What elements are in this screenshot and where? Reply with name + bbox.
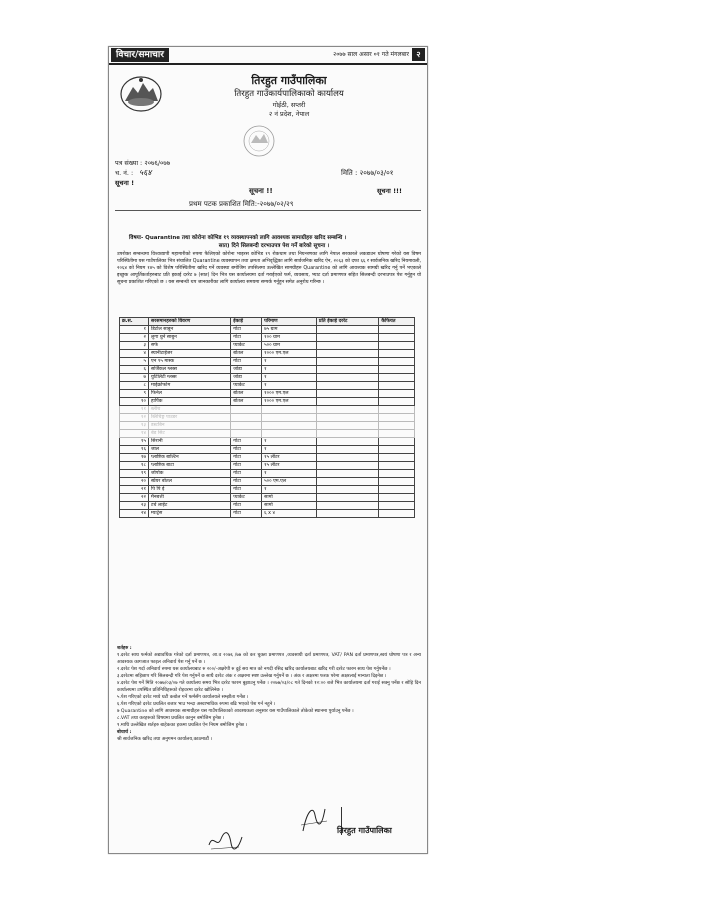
page-number: २	[412, 48, 425, 61]
cell-item: लुगा धुने साबुन	[149, 334, 231, 342]
cell-rate	[316, 334, 378, 342]
cell-sn: ४	[120, 350, 149, 358]
cell-unit: गोटा	[231, 446, 262, 454]
bodhartha-text: श्री सार्वजनिक खरिद तथा अनुगमन कार्यालय,काठमाडौं ।	[117, 737, 213, 742]
cell-unit: जोडा	[231, 366, 262, 374]
cell-quantity: १००० एम.एल	[262, 350, 317, 358]
notice-label-right: सूचना !!!	[377, 187, 402, 195]
cell-quantity: १००० एम.एल	[262, 390, 317, 398]
nepal-emblem-icon	[119, 75, 163, 113]
signature-office: तिरहुत गाउँपालिका	[337, 826, 392, 835]
newspaper-clipping	[108, 46, 428, 854]
cell-unit: प्याकेट	[231, 382, 262, 390]
cell-sn: १९	[120, 470, 149, 478]
cell-remarks	[379, 470, 415, 478]
cell-remarks	[379, 350, 415, 358]
cell-unit: गोटा	[231, 334, 262, 342]
cell-quantity: सामो	[262, 494, 317, 502]
cell-unit: गोटा	[231, 502, 262, 510]
cell-quantity: १	[262, 486, 317, 494]
cell-remarks	[379, 358, 415, 366]
cell-rate	[316, 438, 378, 446]
cell-quantity: १	[262, 374, 317, 382]
body-paragraph: उपरोक्त सम्बन्धमा विश्वव्यापी महामारीको रुपमा फैलिएको कोरोना भाइरस कोभिड १९ रोकथाम तथा नियन्त्रणका लागि नेपाल सरकारले लकडाउन घोषणा गरेको यस विषम परिस्थितीमा यस गाउँपालिका भित्र संचालित Quarantine व्यवस्थापन तथा क्षमता अभिवृद्धिका लागि सार्वजनिक खरिद ऐन, २०६३ को दफा ६६ र सार्वजनिक खरिद नियमावली, २०६४ को नियम १४५ को विशेष परिस्थितीमा खरिद गर्ने व्यवस्था बमोजिम तपसिलमा उल्लेखित सामग्रीहरु Quarantine को लागि आवश्यक सामग्री खरिद गर्नु पर्ने भएकाले इच्छुक आपूर्तिकर्ताहरुबाट प्रति इकाई दररेट ७ (सात) दिन भित्र यस कार्यालयमा दर्ता गराईएको फर्म, व्यवसाय, भ्याट दर्ता प्रमाणपत्र सहित सिलबन्दी दरभाउपत्र पेश गर्नुहुन यो सूचना प्रकाशित गरिएको छ । यस सम्बन्धी थप जानकारीका लागि कार्यालय समयमा सम्पर्क गर्नुहुन समेत अनुरोध गरिन्छ ।	[117, 252, 421, 286]
col-header-unit: ईकाई	[231, 318, 262, 326]
signature-right-icon	[297, 801, 331, 837]
condition-item: ६.पेश गरिएको दररेट प्रचलित बजार भाउ भन्दा अस्वाभाविक रुपमा बढि भएको पेश गर्न नहुने ।	[117, 702, 276, 707]
cell-remarks	[379, 478, 415, 486]
notice-label-mid: सूचना !!	[249, 187, 273, 195]
cell-rate	[316, 374, 378, 382]
cell-remarks	[379, 430, 415, 438]
condition-item: ५.पेश गरिएको दररेट मध्ये घटी कबोल गर्ने फर्मसँग कार्यालयले सम्झौता गर्नेछ ।	[117, 695, 249, 700]
conditions-label: शर्तहरु :	[117, 646, 132, 651]
conditions-section	[117, 645, 421, 743]
col-header-item: सरसमानहरुको विवरण	[149, 318, 231, 326]
cell-rate	[316, 414, 378, 422]
office-subtitle: तिरहुत गाउँकार्यपालिकाको कार्यालय	[234, 89, 344, 99]
cell-remarks	[379, 422, 415, 430]
cell-quantity: ५०० ग्राम	[262, 342, 317, 350]
subject-line-2: सात) दिने सिलबन्दी दरभाउपत्र पेश गर्ने बारेको सूचना ।	[218, 243, 330, 249]
cell-quantity	[262, 430, 317, 438]
cell-unit: गोटा	[231, 486, 262, 494]
cell-item: सर्फ	[149, 342, 231, 350]
section-tag: विचार/समाचार	[111, 48, 169, 62]
ref-number: पत्र संख्या : २०७६/०७७	[115, 159, 171, 167]
bodhartha-label: बोधार्थ :	[117, 730, 132, 735]
cell-rate	[316, 430, 378, 438]
table-row	[120, 414, 415, 422]
chalani-label: च. नं. :	[115, 169, 134, 177]
table-row	[120, 334, 415, 342]
office-title: तिरहुत गाउँपालिका	[251, 74, 327, 87]
cell-quantity: १	[262, 382, 317, 390]
cell-sn: २४	[120, 510, 149, 518]
cell-remarks	[379, 342, 415, 350]
cell-remarks	[379, 510, 415, 518]
cell-rate	[316, 462, 378, 470]
cell-sn: ३	[120, 342, 149, 350]
table-row	[120, 398, 415, 406]
notice-label-left: सूचना !	[115, 179, 135, 187]
cell-remarks	[379, 406, 415, 414]
cell-item: मैनबत्ती	[149, 494, 231, 502]
cell-unit: जोडा	[231, 374, 262, 382]
cell-sn: ११	[120, 406, 149, 414]
cell-rate	[316, 326, 378, 334]
cell-unit: गोटा	[231, 454, 262, 462]
office-stamp-icon	[231, 121, 287, 161]
cell-unit: गोटा	[231, 438, 262, 446]
cell-rate	[316, 422, 378, 430]
cell-item: प्लाष्टिक बाटा	[149, 462, 231, 470]
cell-remarks	[379, 366, 415, 374]
notice-subject	[129, 234, 419, 250]
cell-sn: २१	[120, 486, 149, 494]
col-header-sn: क्र.स.	[120, 318, 149, 326]
cell-sn: २०	[120, 478, 149, 486]
cell-item: डिटोल साबुन	[149, 326, 231, 334]
cell-remarks	[379, 462, 415, 470]
table-row	[120, 486, 415, 494]
cell-unit: गोटा	[231, 470, 262, 478]
cell-remarks	[379, 486, 415, 494]
cell-sn: १६	[120, 446, 149, 454]
cell-unit: प्याकेट	[231, 494, 262, 502]
cell-remarks	[379, 414, 415, 422]
table-header-row	[120, 318, 415, 326]
cell-item: म्याट्रेस	[149, 510, 231, 518]
table-row	[120, 422, 415, 430]
cell-sn: २	[120, 334, 149, 342]
divider	[115, 210, 421, 211]
cell-rate	[316, 454, 378, 462]
table-row	[120, 502, 415, 510]
cell-unit: गोटा	[231, 462, 262, 470]
cell-sn: १३	[120, 422, 149, 430]
cell-item: प्लाष्टिक बाल्टिन	[149, 454, 231, 462]
cell-rate	[316, 358, 378, 366]
office-province: २ नं प्रदेश, नेपाल	[268, 110, 310, 118]
cell-sn: ७	[120, 374, 149, 382]
cell-item: ब्लिचिङ्ग पाउडर	[149, 414, 231, 422]
cell-unit: बोतल	[231, 350, 262, 358]
cell-remarks	[379, 334, 415, 342]
cell-sn: ९	[120, 390, 149, 398]
cell-unit	[231, 406, 262, 414]
cell-rate	[316, 398, 378, 406]
cell-rate	[316, 446, 378, 454]
condition-item: १.दररेट साथ फर्मको अद्यावधिक गरेको दर्ता प्रमाणपत्र, आ.व २०७६ /७७ को कर चुक्ता प्रमाणपत्र ,व्यवसायी दर्ता प्रमाणपत्र, VAT/ PAN दर्ता प्रमाणपत्र,स्वयं घोषणा पत्र र अन्य आवश्यक कागजात फाइल अनिवार्य पेश गर्नु पर्ने छ ।	[117, 653, 421, 665]
cell-remarks	[379, 438, 415, 446]
cell-rate	[316, 502, 378, 510]
table-row	[120, 454, 415, 462]
cell-sn: १८	[120, 462, 149, 470]
cell-sn: १७	[120, 454, 149, 462]
cell-quantity: १०० ग्राम	[262, 334, 317, 342]
cell-quantity: ७५ ग्राम	[262, 326, 317, 334]
cell-sn: १५	[120, 438, 149, 446]
cell-sn: १०	[120, 398, 149, 406]
cell-remarks	[379, 446, 415, 454]
cell-remarks	[379, 502, 415, 510]
cell-unit: बोतल	[231, 398, 262, 406]
cell-item: बेड सिट	[149, 430, 231, 438]
cell-rate	[316, 390, 378, 398]
condition-item: ७ Quarantine को लागि आवश्यक सामाग्रीहरु यस गाउँपालिकाको आवश्यकता अनुसार यस गाउँपालिकाले तोकेको स्थानमा पुर्याउनु पर्नेछ ।	[117, 709, 354, 714]
table-row	[120, 438, 415, 446]
signature-left-icon	[205, 827, 245, 853]
cell-quantity: १	[262, 470, 317, 478]
table-row	[120, 470, 415, 478]
cell-unit: गोटा	[231, 358, 262, 366]
cell-item: सर्जिकल ग्लब्स	[149, 366, 231, 374]
cell-remarks	[379, 326, 415, 334]
cell-item: हार्पिक	[149, 398, 231, 406]
table-row	[120, 382, 415, 390]
cell-quantity: १५ लीटर	[262, 454, 317, 462]
table-row	[120, 510, 415, 518]
cell-rate	[316, 510, 378, 518]
cell-remarks	[379, 398, 415, 406]
table-row	[120, 342, 415, 350]
issue-date: २०७७ साल असार ०१ गते मंगलबार	[333, 51, 409, 58]
cell-rate	[316, 366, 378, 374]
cell-quantity: ६ x ४	[262, 510, 317, 518]
cell-item: जाल	[149, 446, 231, 454]
cell-item: फिनेल	[149, 390, 231, 398]
table-row	[120, 462, 415, 470]
cell-rate	[316, 342, 378, 350]
items-table	[119, 317, 415, 518]
condition-item: ९.माथि उल्लेखित शर्तहरु बाहेकका हकमा प्रचलित ऐन नियम बमोजिम हुनेछ ।	[117, 723, 248, 728]
cell-item: पि पि ई	[149, 486, 231, 494]
table-row	[120, 478, 415, 486]
cell-unit: बोतल	[231, 390, 262, 398]
publish-date: प्रथम पटक प्रकाशित मिति:-२०७७/०२/२९	[189, 200, 294, 208]
col-header-rate: प्रति ईकाई दररेट	[316, 318, 378, 326]
notice-date: मिति : २०७७/०३/०१	[341, 169, 394, 177]
table-row	[120, 326, 415, 334]
cell-item: माईक्रोफोम	[149, 382, 231, 390]
cell-quantity: १	[262, 446, 317, 454]
cell-rate	[316, 350, 378, 358]
cell-remarks	[379, 454, 415, 462]
col-header-remarks: कैफियत	[379, 318, 415, 326]
cell-item: युटिलिटी ग्लब्स	[149, 374, 231, 382]
table-row	[120, 350, 415, 358]
cell-quantity: १५ लीटर	[262, 462, 317, 470]
cell-remarks	[379, 390, 415, 398]
subject-line-1: विषयः- Quarantine तथा कोरोना कोभिड १९ व्यवस्थापनको लागि आवश्यक सामाग्रीहरु खरिद सम्बन्धि ।	[129, 235, 347, 241]
cell-quantity: १००० एम.एल	[262, 398, 317, 406]
cell-quantity: ५०० एम.एल	[262, 478, 317, 486]
condition-item: ८.VAT तथा करहरुको विषयमा प्रचलित कानुन बमोजिम हुनेछ ।	[117, 716, 225, 721]
cell-unit	[231, 422, 262, 430]
chalani-value: ५६४	[139, 168, 152, 177]
cell-item: डस्टबिन	[149, 422, 231, 430]
cell-quantity: १	[262, 358, 317, 366]
cell-sn: २२	[120, 494, 149, 502]
cell-sn: ६	[120, 366, 149, 374]
office-place: गोईठी, सप्तरी	[272, 101, 306, 109]
cell-sn: २३	[120, 502, 149, 510]
table-row	[120, 446, 415, 454]
cell-unit: प्याकेट	[231, 342, 262, 350]
cell-rate	[316, 406, 378, 414]
cell-item: स्प्रेयर बोतल	[149, 478, 231, 486]
table-row	[120, 374, 415, 382]
cell-quantity	[262, 422, 317, 430]
table-row	[120, 406, 415, 414]
cell-unit	[231, 430, 262, 438]
cell-quantity: १	[262, 366, 317, 374]
cell-remarks	[379, 494, 415, 502]
col-header-quantity: परिमाण	[262, 318, 317, 326]
masthead-bar	[109, 47, 427, 65]
cell-sn: ८	[120, 382, 149, 390]
cell-quantity	[262, 406, 317, 414]
cell-item: जोर्पाक	[149, 470, 231, 478]
cell-rate	[316, 494, 378, 502]
table-row	[120, 366, 415, 374]
condition-item: ४.दररेट पेश गर्ने मिति २०७७/०३/०७ गते कार्यालय समय भित्र दररेट फारम बुझाउनु पर्नेछ । २०७७/०३/०८ गते दिनको १२:०० बजे भित्र कार्यालयमा दर्ता गराई सक्नु पर्नेछ र सोहि दिन कार्यालयमा उपस्थित प्रतिनिधिहरुको रोहवरमा दररेट खोलिनेछ ।	[117, 681, 421, 693]
cell-quantity	[262, 414, 317, 422]
condition-item: ३.दररेटमा सहिछाप गरि सिलबन्दी गरि पेश गर्नुपर्ने छ साथै दररेट अंक र अक्षरमा स्पष्ट उल्लेख गर्नुपर्ने छ । अंक र अक्षरमा फरक परेमा अक्षरलाई मान्यता दिइनेछ ।	[117, 674, 387, 679]
cell-sn: १	[120, 326, 149, 334]
table-row	[120, 358, 415, 366]
cell-sn: ५	[120, 358, 149, 366]
cell-remarks	[379, 382, 415, 390]
cell-sn: १२	[120, 414, 149, 422]
cell-item: ब्लीच	[149, 406, 231, 414]
cell-rate	[316, 486, 378, 494]
table-row	[120, 390, 415, 398]
cell-rate	[316, 382, 378, 390]
cell-item: स्यानीटाईजर	[149, 350, 231, 358]
cell-quantity: १	[262, 438, 317, 446]
cell-rate	[316, 478, 378, 486]
table-row	[120, 430, 415, 438]
cell-unit: गोटा	[231, 326, 262, 334]
cell-sn: १४	[120, 430, 149, 438]
cell-unit: गोटा	[231, 478, 262, 486]
cell-quantity: सामो	[262, 502, 317, 510]
cell-rate	[316, 470, 378, 478]
condition-item: २.दररेट पेश गर्दा अनिवार्य रुपमा यस कार्यालयबाट रु २००/-अक्षरेपी रु दुई सय मात्र को नगदी रसिद खरिद कार्यालयबाट खरिद गरी दररेट फारम साथ पेश गर्नुपर्नेछ ।	[117, 667, 391, 672]
cell-item: एन ९५ मास्क	[149, 358, 231, 366]
cell-item: सिरानी	[149, 438, 231, 446]
cell-remarks	[379, 374, 415, 382]
table-row	[120, 494, 415, 502]
cell-unit: गोटा	[231, 510, 262, 518]
cell-item: टर्च लाईट	[149, 502, 231, 510]
cell-unit	[231, 414, 262, 422]
